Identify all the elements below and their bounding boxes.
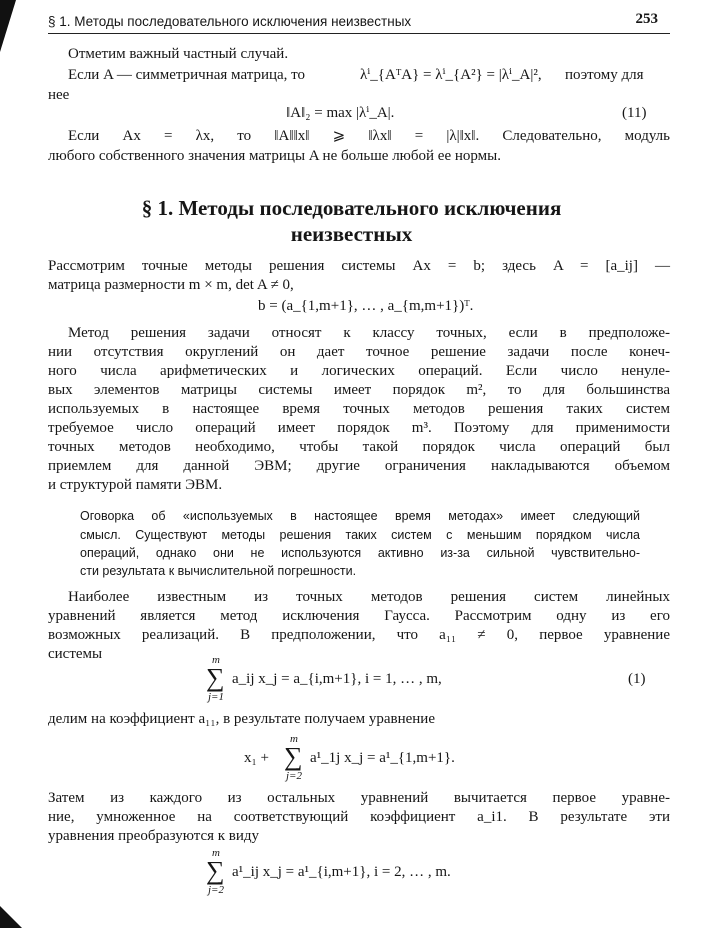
sum-3-upper-limit: m: [212, 847, 220, 859]
body-p2-line-8: приемлем для данной ЭВМ; другие ограничения накладываются объемом: [48, 458, 670, 474]
sum-3-sigma: ∑: [206, 856, 225, 885]
sum-2-sigma: ∑: [284, 742, 303, 771]
intro-line-1: Отметим важный частный случай.: [68, 46, 289, 62]
body-p2-line-9: и структурой памяти ЭВМ.: [48, 477, 223, 493]
body-p2-line-1: Метод решения задачи относят к классу точных, если в предположе-: [68, 325, 670, 341]
page-corner-shadow-top: [0, 0, 16, 52]
equation-1: a_ij x_j = a_{i,m+1}, i = 1, … , m,: [232, 671, 442, 687]
intro-line-2a: Если A — симметричная матрица, то: [68, 67, 306, 83]
body-p5-line-2: ние, умноженное на соответствующий коэффициент a_i1. В результате эти: [48, 809, 670, 825]
sum-1-lower-limit: j=1: [208, 691, 224, 703]
body-p2-line-6: требуемое число операций имеет порядок m³. Поэтому для применимости: [48, 420, 670, 436]
page-corner-shadow-bottom: [0, 906, 22, 928]
page-header: [48, 10, 664, 32]
body-p5-line-3: уравнения преобразуются к виду: [48, 828, 260, 844]
equation-2-lhs: x₁ +: [244, 750, 269, 766]
intro-line-4: Если Ax = λx, то ‖A‖‖x‖ ⩾ ‖λx‖ = |λ|‖x‖. Следовательно, модуль: [68, 128, 670, 144]
body-p2-line-5: используемых в настоящее время точных методов решения таких систем: [48, 401, 670, 417]
body-p2-line-7: точных методов необходимо, чтобы такой порядок числа операций был: [48, 439, 670, 455]
body-p3-line-1: Наиболее известным из точных методов решения систем линейных: [68, 589, 670, 605]
body-p2-line-2: нии отсутствия округлений он дает точное решение задачи после конеч-: [48, 344, 670, 360]
page-number: 253: [635, 11, 658, 27]
section-title-line-1: § 1. Методы последовательного исключения: [141, 196, 562, 220]
body-p2-line-3: ного числа арифметических и логических операций. Если число ненуле-: [48, 363, 670, 379]
note-line-2: смысл. Существуют методы решения таких систем с меньшим порядком числа: [80, 528, 640, 542]
note-line-3: операций, однако они не используются активно из-за сильной чувствительно-: [80, 546, 640, 560]
body-p1-line-2: матрица размерности m × m, det A ≠ 0,: [48, 277, 294, 293]
intro-line-2b-formula: λⁱ_{AᵀA} = λⁱ_{A²} = |λⁱ_A|²,: [360, 67, 542, 83]
running-title: § 1. Методы последовательного исключения неизвестных: [48, 14, 412, 29]
sum-3-lower-limit: j=2: [208, 884, 224, 896]
header-rule: [48, 33, 670, 34]
body-p2-line-4: вых элементов матрицы системы имеет порядок m², то для большинства: [48, 382, 670, 398]
note-line-4: сти результата к вычислительной погрешности.: [80, 564, 357, 578]
sum-2-lower-limit: j=2: [286, 770, 302, 782]
intro-line-2c: поэтому для: [565, 67, 644, 83]
body-p5-line-1: Затем из каждого из остальных уравнений вычитается первое уравне-: [48, 790, 670, 806]
intro-line-3: нее: [48, 87, 70, 103]
sum-2-upper-limit: m: [290, 733, 298, 745]
body-p3-line-4: системы: [48, 646, 103, 662]
sum-1-sigma: ∑: [206, 663, 225, 692]
body-p3-line-3: возможных реализаций. В предположении, что a₁₁ ≠ 0, первое уравнение: [48, 627, 670, 643]
equation-b: b = (a_{1,m+1}, … , a_{m,m+1})ᵀ.: [258, 298, 474, 314]
equation-11: ‖A‖₂ = max |λⁱ_A|.: [286, 105, 395, 121]
sum-1-upper-limit: m: [212, 654, 220, 666]
equation-11-number: (11): [622, 105, 647, 121]
note-line-1: Оговорка об «используемых в настоящее время методах» имеет следующий: [80, 509, 640, 523]
intro-line-5: любого собственного значения матрицы A не больше любой ее нормы.: [48, 148, 501, 164]
equation-2-rhs: a¹_1j x_j = a¹_{1,m+1}.: [310, 750, 455, 766]
equation-3: a¹_ij x_j = a¹_{i,m+1}, i = 2, … , m.: [232, 864, 451, 880]
body-p1-line-1: Рассмотрим точные методы решения системы Ax = b; здесь A = [a_ij] —: [48, 258, 670, 274]
body-p3-line-2: уравнений является метод исключения Гаусса. Рассмотрим одну из его: [48, 608, 670, 624]
section-title-line-2: неизвестных: [290, 222, 413, 246]
equation-1-number: (1): [628, 671, 646, 687]
body-p4-line-1: делим на коэффициент a₁₁, в результате получаем уравнение: [48, 711, 435, 727]
